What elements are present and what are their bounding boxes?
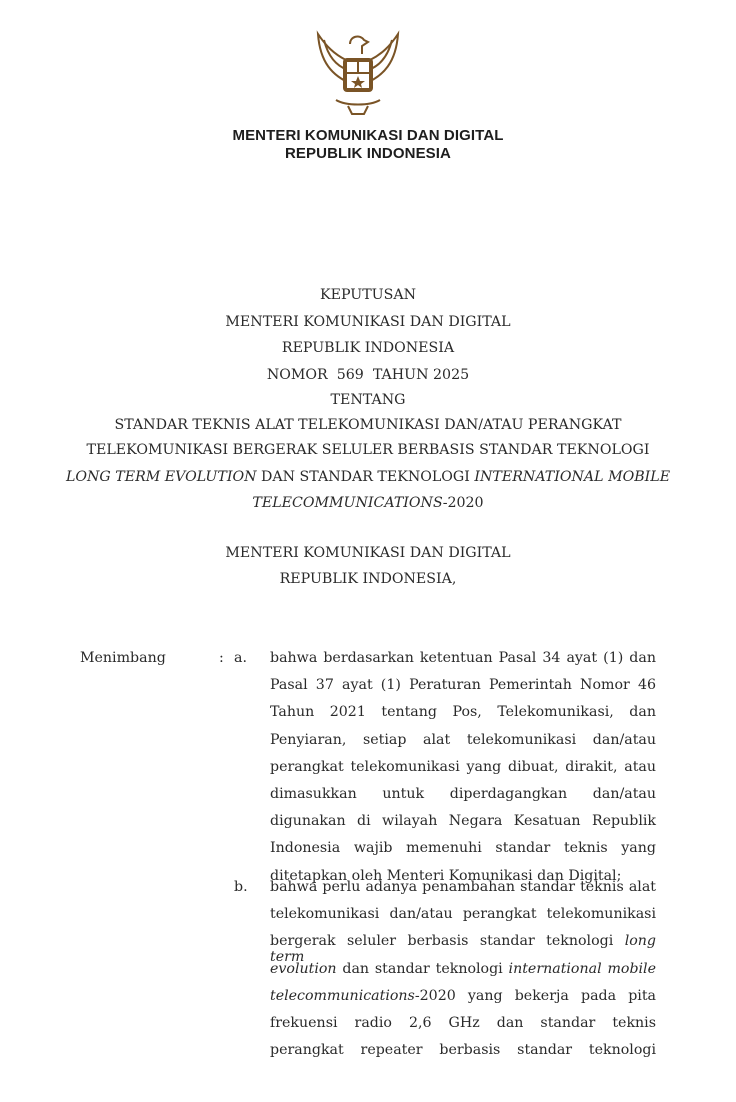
- text-segment: -2020 yang bekerja pada pita: [414, 987, 656, 1004]
- item-text-line: [270, 879, 656, 895]
- text-segment: international mobile: [508, 960, 656, 977]
- text-segment: TELEKOMUNIKASI BERGERAK SELULER BERBASIS STANDAR TEKNOLOGI: [86, 442, 650, 458]
- text-segment: dan standar teknologi: [336, 960, 509, 977]
- text-segment: Indonesia wajib memenuhi standar teknis yang: [270, 840, 656, 857]
- item-a-marker: a.: [234, 650, 247, 666]
- text-segment: Penyiaran, setiap alat telekomunikasi dan/atau: [270, 731, 656, 748]
- issuer-title: MENTERI KOMUNIKASI DAN DIGITAL: [225, 314, 511, 330]
- text-segment: -2020: [442, 495, 484, 511]
- text-segment: perangkat telekomunikasi yang dibuat, dirakit, atau: [270, 758, 656, 775]
- decree-number: NOMOR 569 TAHUN 2025: [266, 367, 470, 383]
- item-text-line: [270, 961, 656, 977]
- issuer-country: REPUBLIK INDONESIA: [281, 340, 455, 356]
- item-text-line: [270, 732, 656, 748]
- item-text-line: [270, 988, 656, 1004]
- text-segment: Pasal 37 ayat (1) Peraturan Pemerintah Nomor 46: [270, 677, 656, 694]
- item-text-line: [270, 906, 656, 922]
- text-segment: telekomunikasi dan/atau perangkat telekomunikasi: [270, 906, 656, 923]
- considering-label: Menimbang: [80, 650, 166, 666]
- item-text-line: [270, 677, 656, 693]
- issuer-heading: MENTERI KOMUNIKASI DAN DIGITAL: [225, 545, 511, 561]
- considering-colon: :: [219, 650, 224, 666]
- text-segment: frekuensi radio 2,6 GHz dan standar teknis: [270, 1015, 656, 1031]
- text-segment: LONG TERM EVOLUTION: [65, 469, 257, 485]
- letterhead-title: MENTERI KOMUNIKASI DAN DIGITAL: [232, 127, 504, 144]
- item-text-line: [270, 1042, 656, 1058]
- text-segment: STANDAR TEKNIS ALAT TELEKOMUNIKASI DAN/ATAU PERANGKAT: [114, 417, 622, 433]
- subject-line: [60, 442, 676, 458]
- item-text-line: [270, 650, 656, 666]
- subject-line: [60, 469, 676, 485]
- item-b-marker: b.: [234, 879, 248, 895]
- text-segment: digunakan di wilayah Negara Kesatuan Republik: [270, 813, 656, 830]
- text-segment: INTERNATIONAL MOBILE: [474, 469, 671, 485]
- item-text-line: [270, 1015, 656, 1031]
- text-segment: bahwa berdasarkan ketentuan Pasal 34 ayat (1) dan: [270, 650, 656, 666]
- text-segment: bergerak seluler berbasis standar teknologi: [270, 933, 625, 950]
- text-segment: bahwa perlu adanya penambahan standar teknis alat: [270, 879, 656, 895]
- text-segment: TELECOMMUNICATIONS: [252, 495, 443, 511]
- subject-line: [60, 495, 676, 511]
- text-segment: long term: [270, 933, 656, 966]
- issuer-heading-country: REPUBLIK INDONESIA,: [279, 571, 457, 587]
- letterhead-subtitle: REPUBLIK INDONESIA: [285, 145, 451, 162]
- text-segment: DAN STANDAR TEKNOLOGI: [256, 469, 475, 485]
- about-label: TENTANG: [330, 392, 406, 408]
- text-segment: Tahun 2021 tentang Pos, Telekomunikasi, dan: [270, 704, 656, 721]
- text-segment: dimasukkan untuk diperdagangkan dan/atau: [270, 786, 656, 802]
- garuda-emblem: [312, 26, 404, 120]
- item-text-line: [270, 759, 656, 775]
- item-text-line: [270, 786, 656, 802]
- text-segment: ditetapkan oleh Menteri Komunikasi dan Digital;: [270, 867, 622, 884]
- text-segment: telecommunications: [270, 987, 415, 1004]
- text-segment: evolution: [270, 960, 337, 977]
- item-text-line: [270, 704, 656, 720]
- subject-line: [60, 417, 676, 433]
- item-text-line: [270, 813, 656, 829]
- item-text-line: [270, 840, 656, 856]
- text-segment: perangkat repeater berbasis standar teknologi: [270, 1042, 656, 1059]
- document-type: KEPUTUSAN: [319, 287, 416, 303]
